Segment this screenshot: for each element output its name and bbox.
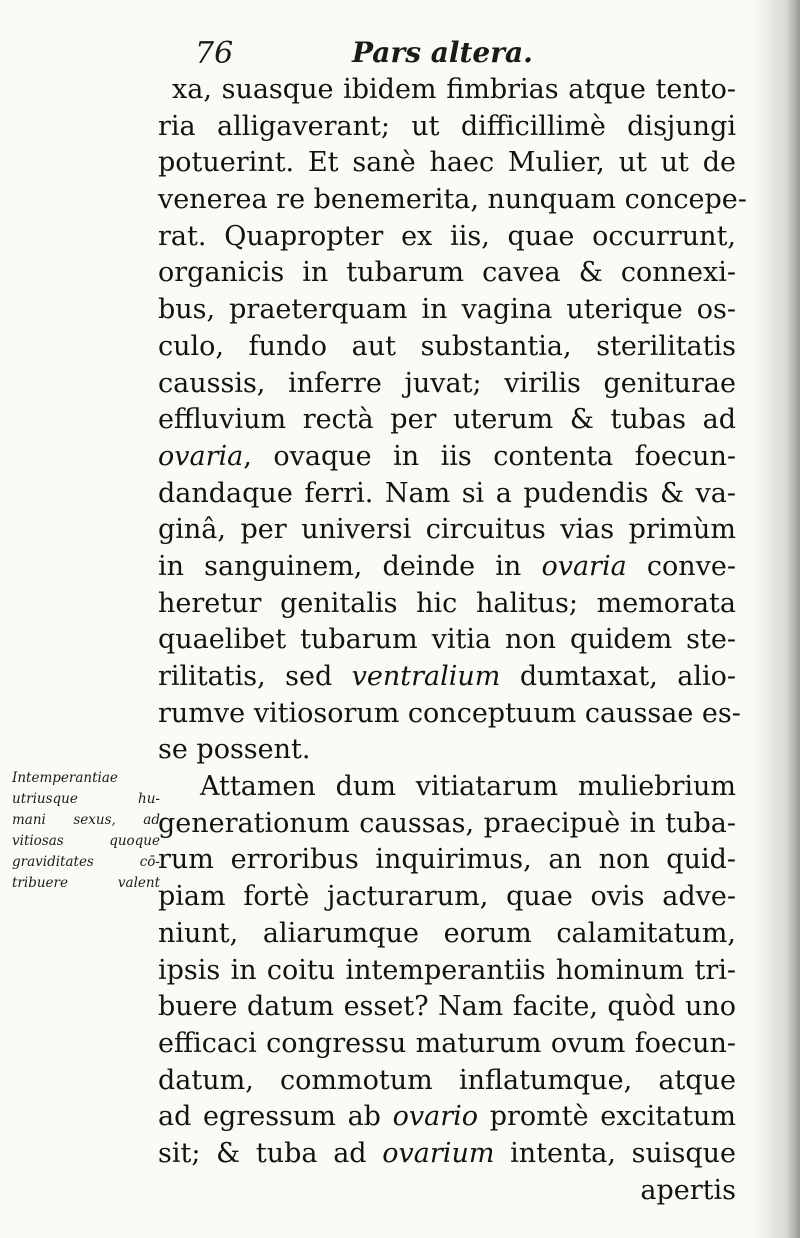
italic-term: ovario	[392, 1101, 479, 1133]
text-line: datum, commotum inflatumque, atque	[158, 1064, 736, 1096]
text-line: apertis	[640, 1174, 736, 1206]
text-line: ovaria, ovaque in iis contenta foecun-	[158, 440, 736, 472]
text-line: rilitatis, sed ventralium dumtaxat, alio-	[158, 661, 737, 692]
text-line: sit; & tuba ad ovarium intenta, suisque	[158, 1137, 737, 1169]
page-edge-shadow	[754, 0, 800, 1238]
text-line: niunt, aliarumque eorum calamitatum,	[158, 917, 736, 949]
marginal-note	[12, 768, 160, 894]
marginal-note-line: tribuere valent	[12, 875, 160, 891]
text-line: ad egressum ab ovario promtè excitatum	[158, 1101, 736, 1133]
text-line: rum erroribus inquirimus, an non quid-	[158, 844, 736, 876]
text-line: bus, praeterquam in vagina uterique os-	[158, 294, 736, 326]
text-line: heretur genitalis hic halitus; memorata	[158, 587, 736, 619]
text-line: organicis in tubarum cavea & connexi-	[158, 257, 736, 289]
text-line: Attamen dum vitiatarum muliebrium	[200, 771, 736, 803]
text-line: quaelibet tubarum vitia non quidem ste-	[158, 624, 736, 656]
text-line: buere datum esset? Nam facite, quòd uno	[158, 991, 736, 1023]
text-line: ginâ, per universi circuitus vias primùm	[158, 514, 736, 546]
text-line: potuerint. Et sanè haec Mulier, ut ut de	[158, 147, 736, 179]
text-line: dandaque ferri. Nam si a pudendis & va-	[158, 477, 736, 509]
text-line: efficaci congressu maturum ovum foecun-	[158, 1027, 736, 1059]
text-line: ipsis in coitu intemperantiis hominum tri-	[158, 954, 736, 986]
italic-term: ventralium	[351, 661, 501, 692]
page-number: 76	[195, 36, 234, 71]
body-text	[158, 72, 747, 1209]
running-title: Pars altera.	[352, 36, 533, 69]
text-line: venerea re benemerita, nunquam concepe-	[158, 184, 747, 216]
text-line: caussis, inferre juvat; virilis geniturae	[158, 367, 736, 399]
marginal-note-line: utriusque hu-	[12, 791, 160, 807]
text-line: culo, fundo aut substantia, sterilitatis	[158, 330, 736, 362]
text-line: in sanguinem, deinde in ovaria conve-	[158, 550, 736, 582]
text-line: effluvium rectà per uterum & tubas ad	[158, 404, 736, 436]
marginal-note-line: Intemperantiae	[12, 770, 118, 786]
running-head	[0, 30, 800, 70]
marginal-note-line: vitiosas quoque	[12, 833, 160, 849]
text-line: rumve vitiosorum conceptuum caussae es-	[158, 697, 741, 729]
text-line: ria alligaverant; ut difficillimè disjungi	[158, 110, 736, 142]
italic-term: ovarium	[382, 1137, 495, 1169]
italic-term: ovaria	[541, 550, 627, 582]
text-line: se possent.	[158, 734, 311, 766]
text-line: rat. Quapropter ex iis, quae occurrunt,	[158, 220, 736, 252]
text-line: generationum caussas, praecipuè in tuba-	[158, 807, 736, 839]
text-line: piam fortè jacturarum, quae ovis adve-	[158, 881, 736, 913]
marginal-note-line: mani sexus, ad	[12, 812, 160, 828]
text-line: xa, suasque ibidem fimbrias atque tento-	[172, 74, 736, 105]
marginal-note-line: graviditates cō-	[12, 854, 160, 870]
italic-term: ovaria	[158, 440, 244, 472]
